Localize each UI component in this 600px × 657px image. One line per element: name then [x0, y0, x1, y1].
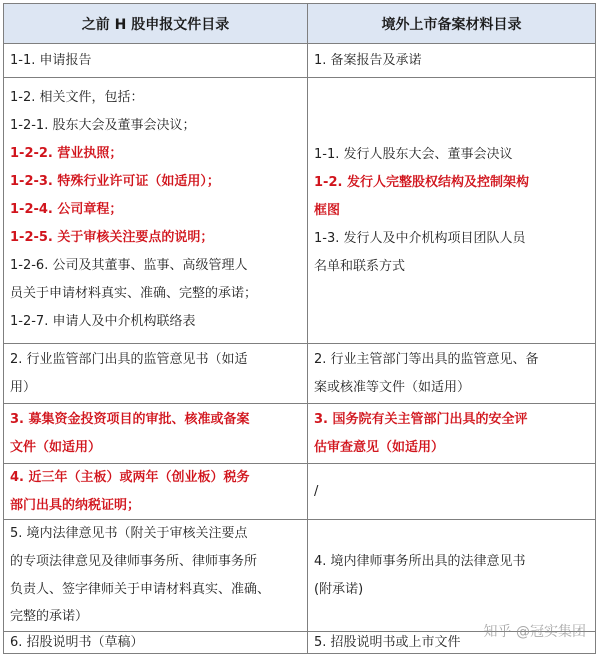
cell-right: [308, 520, 595, 631]
table-row: [4, 404, 595, 464]
cell-line: 5. 招股说明书或上市文件: [314, 635, 461, 650]
cell-line-highlight: 1-2-2. 营业执照；: [10, 146, 123, 161]
cell-left: [4, 520, 308, 631]
cell-right: [308, 344, 595, 403]
cell-line: 2. 行业主管部门等出具的监管意见、备: [314, 351, 539, 367]
cell-line-highlight: 估审查意见（如适用）: [314, 439, 445, 455]
header-right: 境外上市备案材料目录: [308, 4, 595, 44]
cell-line-highlight: 4. 近三年（主板）或两年（创业板）税务: [10, 470, 250, 485]
header-left: 之前 H 股申报文件目录: [4, 4, 308, 44]
cell-line: 1-3. 发行人及中介机构项目团队人员: [314, 230, 526, 246]
cell-left: [4, 344, 308, 403]
cell-line: 1-1. 申请报告: [10, 52, 92, 68]
cell-left: [4, 464, 308, 519]
table-row: [4, 464, 595, 520]
cell-line-highlight: 3. 募集资金投资项目的审批、核准或备案: [10, 411, 250, 427]
cell-line: 1-2-6. 公司及其董事、监事、高级管理人: [10, 258, 248, 273]
cell-left: [4, 404, 308, 463]
cell-right: [308, 78, 595, 343]
cell-line: 1-2-1. 股东大会及董事会决议；: [10, 118, 196, 133]
cell-line-highlight: 1-2-3. 特殊行业许可证（如适用）；: [10, 174, 220, 189]
cell-line: 的专项法律意见及律师事务所、律师事务所: [10, 553, 258, 569]
cell-line-highlight: 1-2-5. 关于审核关注要点的说明；: [10, 230, 214, 245]
cell-line: 4. 境内律师事务所出具的法律意见书: [314, 553, 526, 569]
comparison-table: [3, 3, 596, 654]
cell-left: [4, 78, 308, 343]
cell-right: [308, 404, 595, 463]
cell-line: 负责人、签字律师关于申请材料真实、准确、: [10, 581, 271, 597]
cell-line: 1-2-7. 申请人及中介机构联络表: [10, 314, 196, 329]
table-row: [4, 78, 595, 344]
cell-line-highlight: 3. 国务院有关主管部门出具的安全评: [314, 411, 528, 427]
cell-line-highlight: 框图: [314, 202, 341, 218]
cell-line: 员关于申请材料真实、准确、完整的承诺；: [10, 286, 258, 301]
cell-left: [4, 44, 308, 77]
cell-line-highlight: 1-2. 发行人完整股权结构及控制架构: [314, 174, 529, 190]
cell-line: (附承诺): [314, 581, 364, 597]
cell-right: [308, 464, 595, 519]
cell-line: 名单和联系方式: [314, 258, 406, 274]
table-row: [4, 344, 595, 404]
cell-line-highlight: 文件（如适用）: [10, 439, 102, 455]
cell-line: 2. 行业监管部门出具的监管意见书（如适: [10, 351, 248, 367]
cell-line: /: [314, 483, 319, 499]
cell-line: 1. 备案报告及承诺: [314, 52, 422, 68]
cell-line-highlight: 1-2-4. 公司章程；: [10, 202, 123, 217]
watermark: 知乎 @冠实集团: [483, 624, 586, 640]
cell-line: 案或核准等文件（如适用）: [314, 379, 471, 395]
cell-line: 5. 境内法律意见书（附关于审核关注要点: [10, 526, 248, 541]
cell-line: 用）: [10, 379, 37, 395]
cell-left: [4, 632, 308, 653]
cell-line: 1-1. 发行人股东大会、董事会决议: [314, 146, 513, 162]
table-row: [4, 44, 595, 78]
cell-line: 1-2. 相关文件，包括：: [10, 90, 144, 105]
cell-right: [308, 44, 595, 77]
cell-line: 6. 招股说明书（草稿）: [10, 635, 144, 650]
cell-line-highlight: 部门出具的纳税证明；: [10, 497, 141, 513]
cell-line: 完整的承诺）: [10, 609, 89, 625]
table-row: [4, 520, 595, 632]
